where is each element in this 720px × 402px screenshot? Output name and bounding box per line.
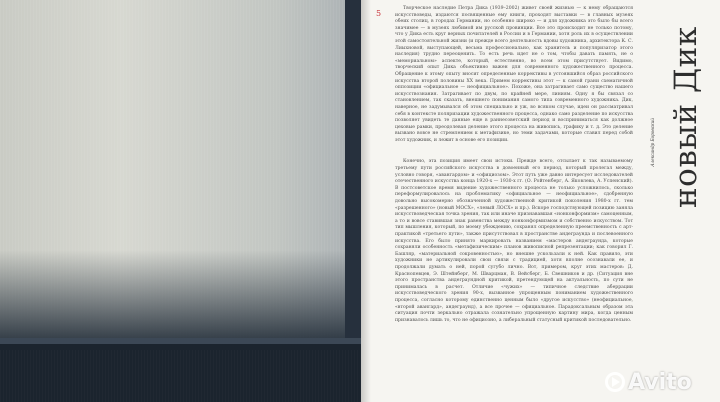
watermark [605, 370, 692, 395]
author-name: Александр Боровский [650, 118, 655, 167]
book-gutter-shadow [361, 0, 371, 402]
book-title: новый Дик [668, 26, 704, 208]
title-block [666, 8, 706, 208]
paragraph-1: Творческое наследие Петра Дика (1939–2002) живет своей жизнью — к нему обращаются искусствоведы, издаются посвященные ему книги, проходят выставки — в главных музеях обеих столиц, в городах Германии, но особенно широко — и для художника это было бы всего значимее — в музеях любимой им русской провинции. Все это происходит не только потому, что у Дика есть круг верных почитателей в России и в Германии, хотя роль их в осуществлении этой самостоятельной жизни (и прежде всего деятельность вдовы художника, архитектора К. С. Лиыхновой, выступающей, весьма профессионально, как хранитель и популяризатор этого наследия) трудно переоценить. То есть речь идет не о том, чтобы давать память, не о «мемориальном» аспекте, который, естественно, во всем этом присутствует. Видимо, творческий опыт Дика объективно важен для современного художественного процесса. Обращение к этому опыту вносит определенные коррективы в устоявшийся образ российского искусства второй половины ХХ века. Примем коррективы этот — к самой грани схематичной оппозиции «официальное — неофициальное». Похоже, она затрагивает само существо нашего искусствознания. Затрагивает по двум, по крайней мере, линиям. Одну я бы связал со становлением, так сказать, внешнего понимания самого типа современного художника. Дик, наверное, не задумывался об этом специально и уж, во всяком случае, идеи он рассматривал себя в контексте поляризации художественного процесса, однако само разделение по искусства позволяет увидеть те данные еще в раннесоветский период и восприниматься как должное цеховые рамки, преодолевая деление этого процесса на живопись, графику и т. д. Это деление вызвано вовсе не стремлением к метафизике, но теми задачами, которые ставил перед собой этот художник, и лежит в основе его позиции. [395, 6, 633, 143]
avito-logo-icon [605, 372, 625, 392]
text-column [395, 6, 633, 324]
page-number: 5 [376, 9, 382, 18]
paragraph-2: Конечно, эта позиция имеет свои истоки. Прежде всего, отсылает к так называемому третьему пути российского искусства в довоенный его период, который пролегал между, условно говоря, «авангардом» и «официозом». Этот путь уже давно интересует исследователей отечественного искусства конца 1920-х — 1930-х гг. (О. Ройтенберг, А. Яковлева, А. Успенский). В постсоветское время видение художественного процесса не только усложнилось, сколько переформулировалось на проблематику «официальное — неофициальное», сдобренную довольно высокомерно обозначенной художественной критикой поколения 1980-х гг. тем «разрешенного» (новый МОСХ», «левый ЛОСХ» и пр.). Вскоре господствующей позицию заняла искусствоведческая точка зрения, так или иначе признававшая «нонконформизм» самоценным, а то и вовсе ставившая знак равенства между нонконформизмом и собственно искусством. Тот тип мышления, который, по моему убеждению, сохранял определенную преемственность с арт-практикой «третьего пути», также присутствовал в пространстве андеграунда и послевоенного искусства. Его было принято маркировать названием «мастеров андеграунда, которые сохраняли особенность «метафизическим» планов живописной репрезентации; как говорил Г. Башляр, «материальной сокровенностью», но внешне ускользали к ней. Как правило, эти художники не артикулировали свои связи с традицией, хотя вполне осознавали ее, и продолжали думать о ней, порой сугубо лично. Вот, примером, круг этих мастеров: Д. Краснопевцев, Э. Штейнберг, М. Шварцман, В. Вейсберг, Б. Свешников и др. (Ситуация вне этого пространства андеграундной критикой, претендующей на актуальность, по сути не принималась в расчет. Отличие «чужих» — типичное следствие аберрации искусствоведческого зрения 90-х, вызванное упрощенным пониманием художественного процесса, согласно которому единственно ценным было «другое искусство» (неофициальное, «второй авангард», андеграунд), а все прочее — официальное. Парадоксальным образом эта ситуация почти зеркально отражала сознательно упрощенную картину мира, когда ценным признавалось лишь то, что не официозно, а либеральный статусный критикой последовательно. [395, 159, 633, 323]
watermark-text: Avito [628, 370, 692, 395]
